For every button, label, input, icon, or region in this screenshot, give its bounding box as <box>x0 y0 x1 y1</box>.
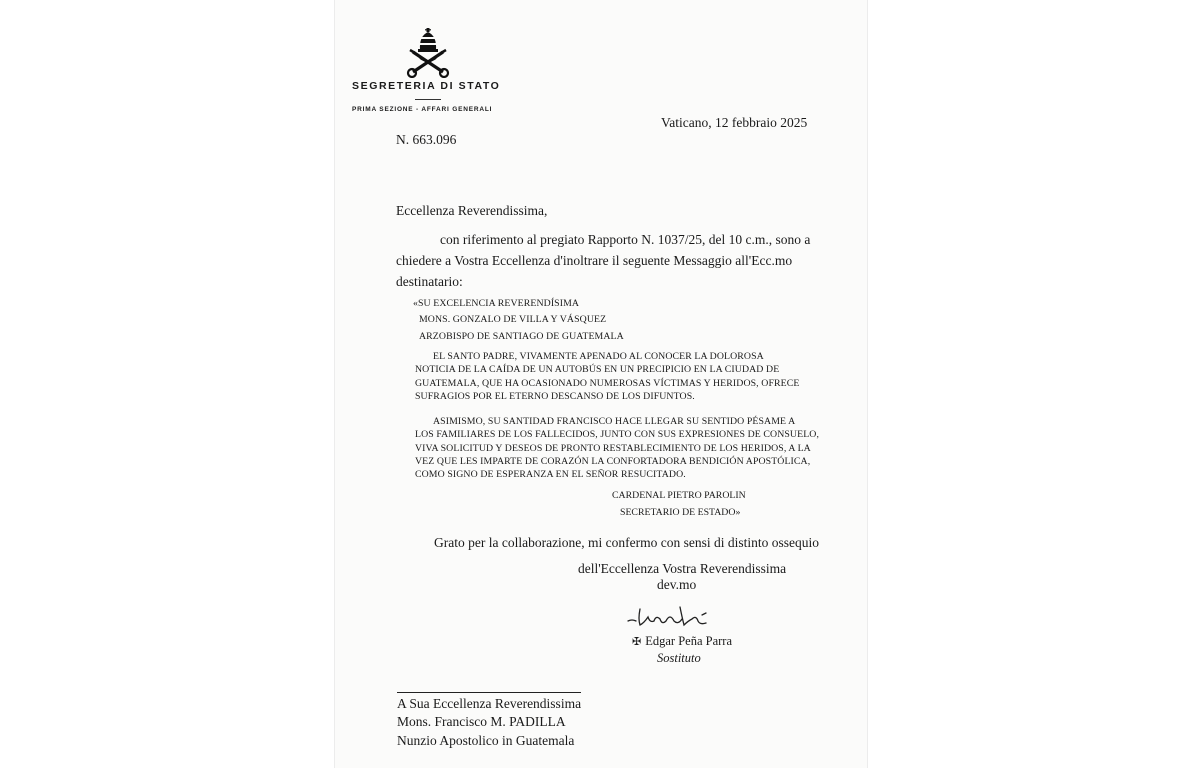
message-line: VIVA SOLICITUD Y DESEOS DE PRONTO RESTABLECIMIENTO DE LOS HERIDOS, A LA <box>415 442 811 454</box>
intro-line: chiedere a Vostra Eccellenza d'inoltrare il seguente Messaggio all'Ecc.mo <box>396 253 793 268</box>
papal-crest-icon <box>405 28 451 78</box>
message-paragraph-2 <box>415 415 820 481</box>
office-title: SEGRETERIA DI STATO <box>352 80 501 92</box>
addressee-divider <box>397 692 581 693</box>
protocol-number: N. 663.096 <box>396 132 457 147</box>
recipient-line: MONS. GONZALO DE VILLA Y VÁSQUEZ <box>419 314 607 326</box>
intro-line: destinatario: <box>396 274 463 289</box>
closing-line: Grato per la collaborazione, mi confermo con sensi di distinto ossequio <box>434 535 820 550</box>
regards-line: dell'Eccellenza Vostra Reverendissima <box>578 561 787 576</box>
message-line: VEZ QUE LES IMPARTE DE CORAZÓN LA CONFORTADORA BENDICIÓN APOSTÓLICA, <box>415 455 811 467</box>
signer-name <box>632 634 732 649</box>
handwritten-signature-icon <box>622 603 742 631</box>
letter-date: Vaticano, 12 febbraio 2025 <box>661 115 808 130</box>
message-line: COMO SIGNO DE ESPERANZA EN EL SEÑOR RESUCITADO. <box>415 469 686 481</box>
letter-page <box>335 0 867 768</box>
message-line: GUATEMALA, QUE HA OCASIONADO NUMEROSAS VÍCTIMAS Y HERIDOS, OFRECE <box>415 377 800 389</box>
message-sender-title: SECRETARIO DE ESTADO» <box>620 507 741 518</box>
message-recipient <box>413 297 803 343</box>
message-line: EL SANTO PADRE, VIVAMENTE APENADO AL CONOCER LA DOLOROSA <box>433 351 764 362</box>
devmo-line: dev.mo <box>657 577 697 592</box>
message-line: NOTICIA DE LA CAÍDA DE UN AUTOBÚS EN UN PRECIPICIO EN LA CIUDAD DE <box>415 364 780 376</box>
signer-name-text: Edgar Peña Parra <box>645 634 732 648</box>
message-line: ASIMISMO, SU SANTIDAD FRANCISCO HACE LLEGAR SU SENTIDO PÉSAME A <box>433 416 796 427</box>
letterhead-divider <box>415 99 441 100</box>
addressee-line: Nunzio Apostolico in Guatemala <box>397 733 575 748</box>
addressee-line: A Sua Eccellenza Reverendissima <box>397 696 582 711</box>
message-sender-name: CARDENAL PIETRO PAROLIN <box>612 490 746 501</box>
message-line: SUFRAGIOS POR EL ETERNO DESCANSO DE LOS DIFUNTOS. <box>415 390 695 402</box>
message-paragraph-1 <box>415 350 799 403</box>
recipient-line: «SU EXCELENCIA REVERENDÍSIMA <box>413 298 580 309</box>
office-section: PRIMA SEZIONE - AFFARI GENERALI <box>352 106 493 113</box>
intro-line: con riferimento al pregiato Rapporto N. 1037/25, del 10 c.m., sono a <box>440 232 811 247</box>
signer-title: Sostituto <box>657 651 701 665</box>
recipient-line: ARZOBISPO DE SANTIAGO DE GUATEMALA <box>419 330 624 342</box>
salutation: Eccellenza Reverendissima, <box>396 203 548 218</box>
intro-paragraph <box>396 229 811 292</box>
message-line: LOS FAMILIARES DE LOS FALLECIDOS, JUNTO CON SUS EXPRESIONES DE CONSUELO, <box>415 429 820 441</box>
cross-icon: ✠ <box>632 636 642 648</box>
addressee-line: Mons. Francisco M. PADILLA <box>397 714 566 729</box>
